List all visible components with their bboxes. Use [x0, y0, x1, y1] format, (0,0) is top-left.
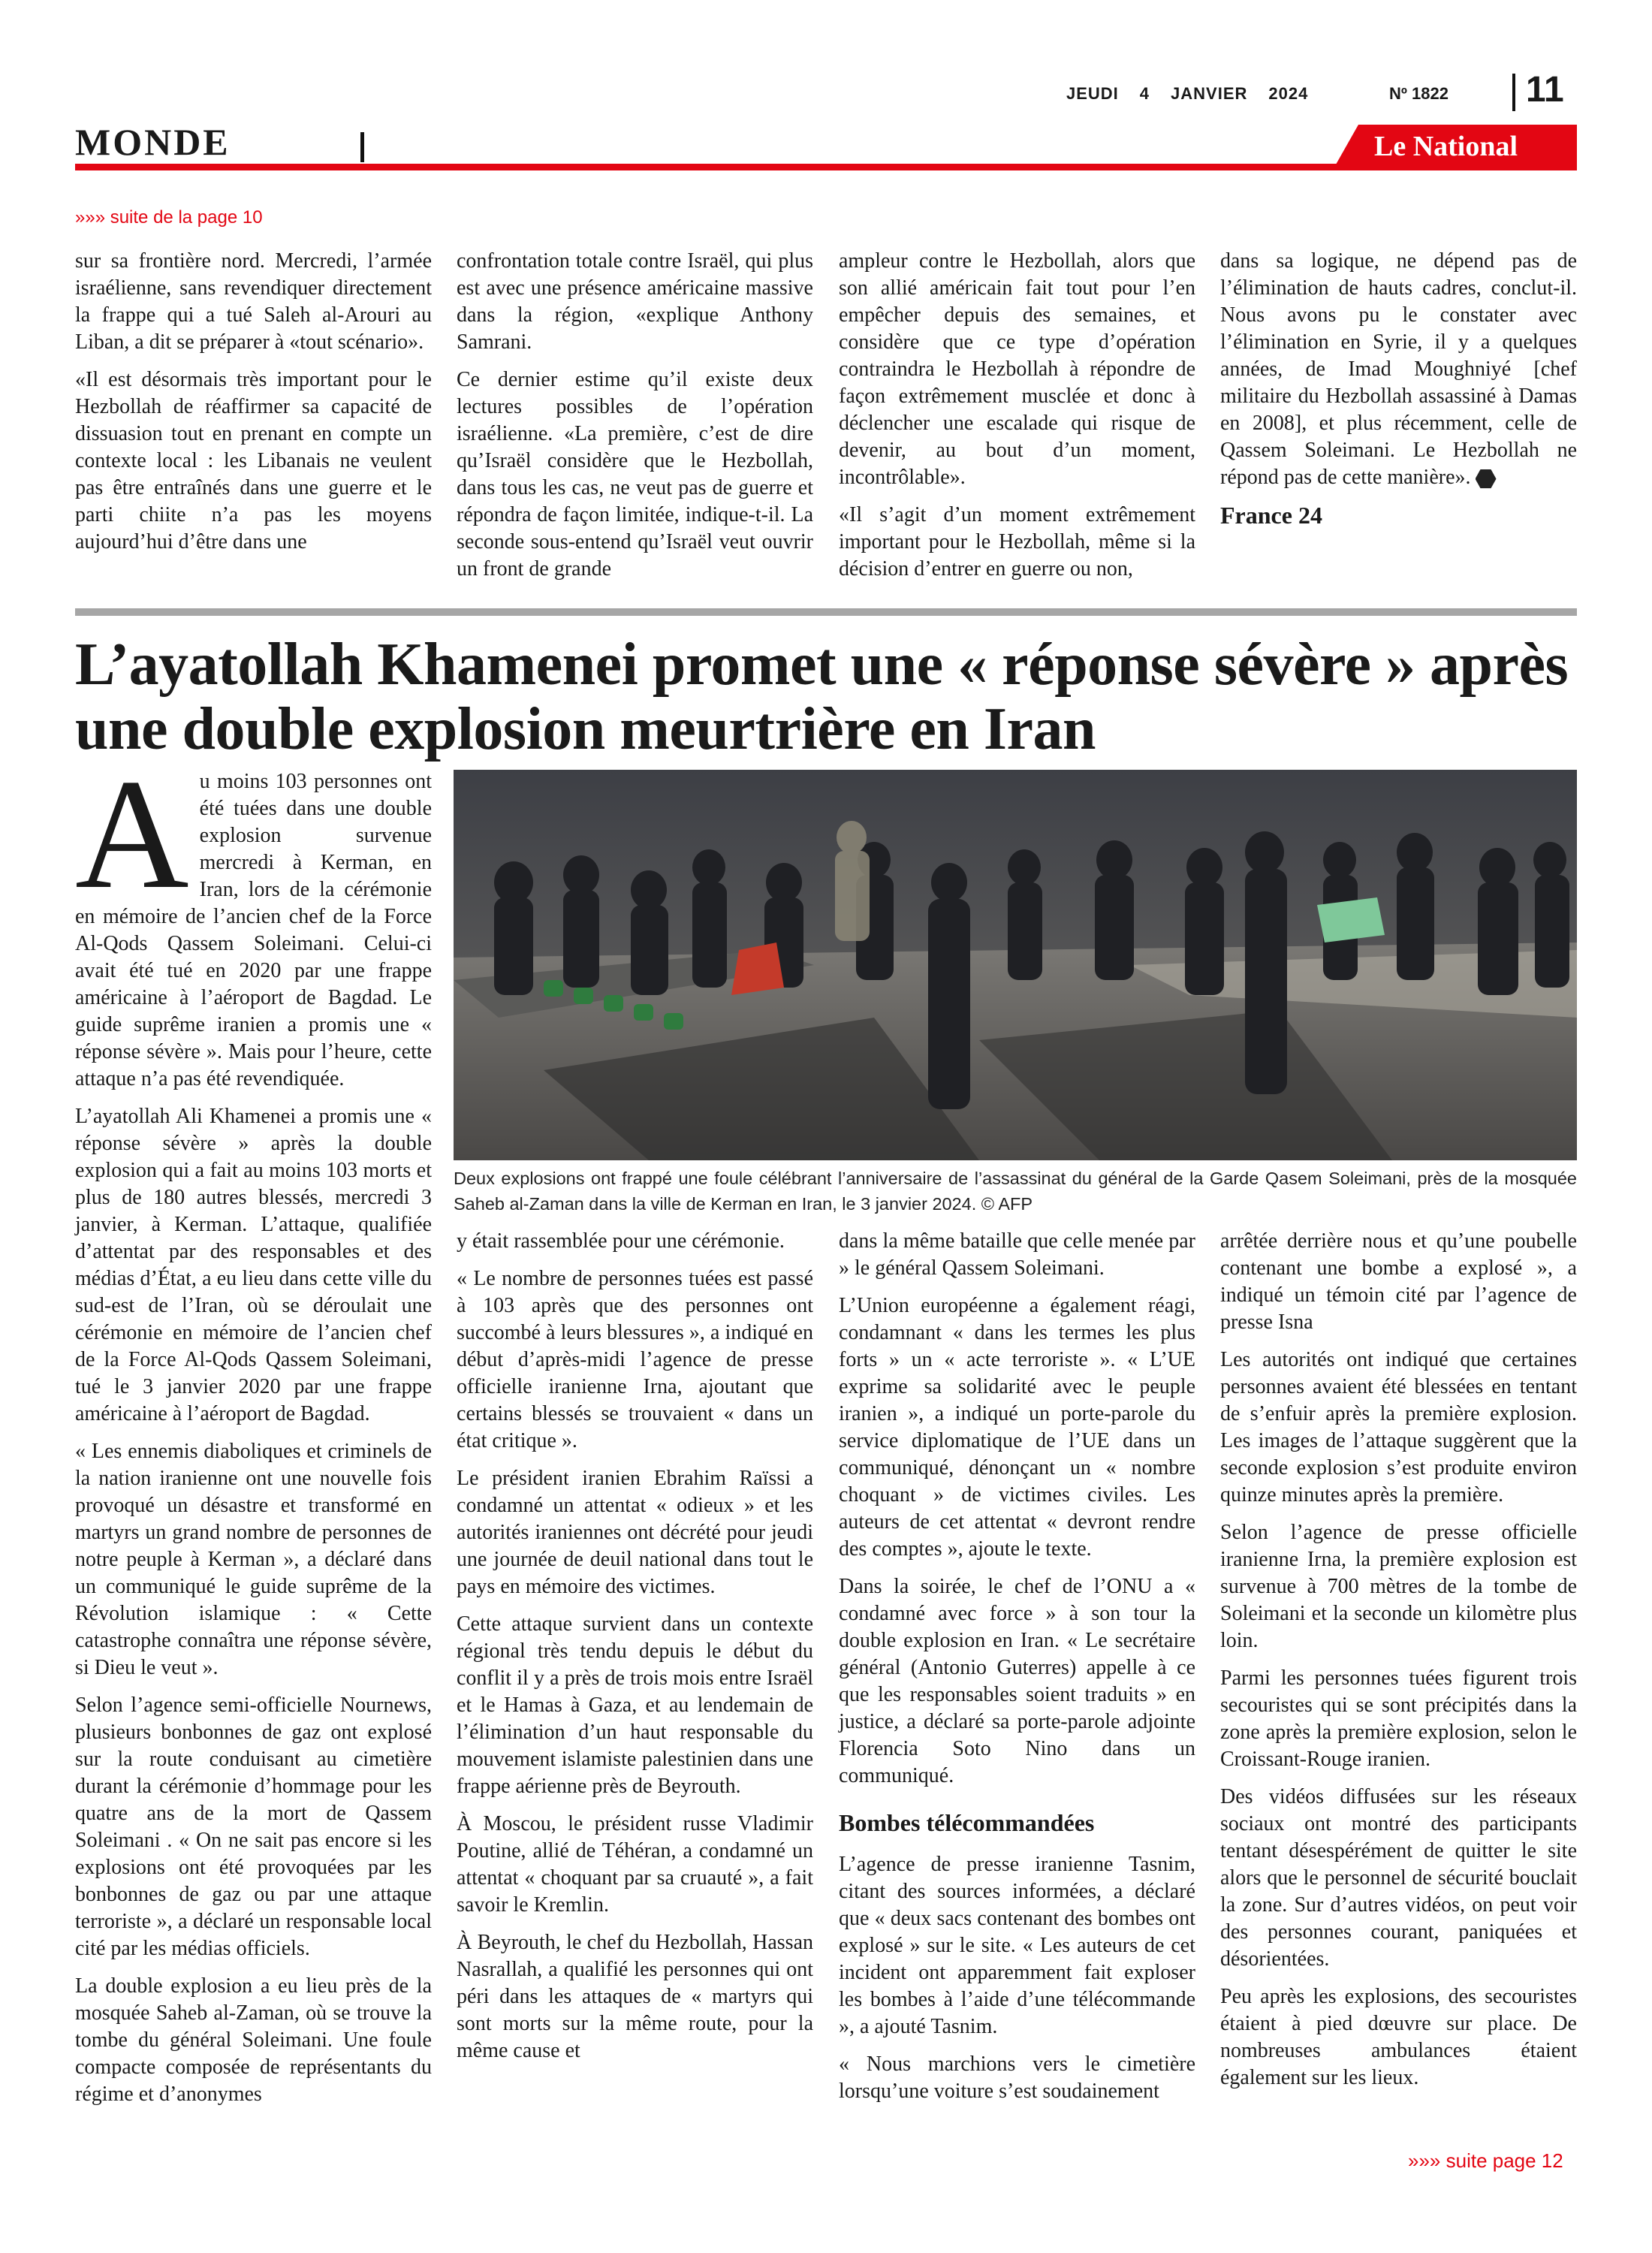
main-article-col4	[1220, 1228, 1577, 2092]
paragraph: Parmi les personnes tuées figurent trois secouristes qui se sont précipités dans la zone après la première explosion, selon le Croissant-Rouge iranien.	[1220, 1666, 1577, 1771]
paragraph: Dans la soirée, le chef de l’ONU a « condamné avec force » à son tour la double explosion en Iran. « Le secrétaire général (Antonio Guterres) appelle à ce que les responsables soient traduits » en justice, a déclaré sa porte-parole adjointe Florencia Soto Nino dans un communiqué.	[839, 1575, 1195, 1787]
main-headline: L’ayatollah Khamenei promet une « réponse sévère » après une double explosion meurtrière en Iran	[75, 632, 1569, 762]
section-divider	[360, 132, 364, 162]
top-article-col1	[75, 248, 432, 556]
issue-date	[1066, 84, 1329, 104]
paragraph: Cette attaque survient dans un contexte régional très tendu depuis le début du conflit il y a près de trois mois entre Israël et le Hamas à Gaza, et au lendemain de l’élimination d’un haut responsable du mouvement islamiste palestinien dans une frappe aérienne près de Beyrouth.	[457, 1612, 813, 1798]
paragraph-text: dans sa logique, ne dépend pas de l’élimination de hauts cadres, conclut-il. Nous avons pu le constater avec l’élimination en Syrie, il y a quelques années, de Imad Moughniyé [chef militaire du Hezbollah assassiné à Damas en 2008], et plus récemment, celle de Qassem Soleimani. Le Hezbollah ne répond pas de cette manière».	[1220, 249, 1577, 489]
page-number: 11	[1526, 70, 1564, 110]
date-number: 4	[1139, 84, 1150, 103]
paragraph: « Nous marchions vers le cimetière lorsqu’une voiture s’est soudainement	[839, 2052, 1195, 2103]
header-divider	[1512, 74, 1515, 111]
paragraph: L’agence de presse iranienne Tasnim, citant des sources informées, a déclaré que « deux sacs contenant des bombes ont explosé » sur le site. « Les auteurs de cet incident ont apparemment fait exploser les bombes à l’aide d’une télécommande », a ajouté Tasnim.	[839, 1853, 1195, 2038]
article-separator	[75, 608, 1577, 616]
top-article-col2	[457, 248, 813, 583]
paragraph: Les autorités ont indiqué que certaines personnes avaient été blessées en tentant de s’enfuir après la première explosion. Les images de l’attaque suggèrent que la seconde explosion s’est produite environ quinze minutes après la première.	[1220, 1348, 1577, 1507]
paragraph: Ce dernier estime qu’il existe deux lectures possibles de l’opération israélienne. «La première, c’est de dire qu’Israël considère que le Hezbollah, dans tous les cas, ne veut pas de guerre et répondra de façon limitée, indique-t-il. La seconde sous-entend qu’Israël veut ouvrir un front de grande	[457, 368, 813, 581]
paragraph	[75, 747, 432, 1093]
continued-on-link[interactable]: »»» suite page 12	[1408, 2149, 1563, 2172]
brand-logo: Le National	[1374, 131, 1518, 162]
paragraph: Selon l’agence semi-officielle Nournews, plusieurs bonbonnes de gaz ont explosé sur la route conduisant au cimetière durant la cérémonie d’hommage pour les quatre ans de la mort de Qassem Soleimani . « On ne sait pas encore si les explosions ont été provoquées par les bonbonnes de gaz ou par une attaque terroriste », a déclaré un responsable local cité par les médias officiels.	[75, 1694, 432, 1960]
paragraph: À Moscou, le président russe Vladimir Poutine, allié de Téhéran, a condamné un attentat « choquant par sa cruauté », a fait savoir le Kremlin.	[457, 1812, 813, 1917]
paragraph: « Le nombre de personnes tuées est passé à 103 après que des personnes ont succombé à leurs blessures », a indiqué en début d’après-midi l’agence de presse officielle iranienne Irna, ajoutant que certains blessés se trouvaient « dans un état critique ».	[457, 1267, 813, 1452]
paragraph: La double explosion a eu lieu près de la mosquée Saheb al-Zaman, où se trouve la tombe du général Soleimani. Une foule compacte composée de représentants du régime et d’anonymes	[75, 1974, 432, 2106]
paragraph	[1220, 248, 1577, 491]
paragraph-text: u moins 103 personnes ont été tuées dans une double explosion survenue mercredi à Kerman, en Iran, lors de la cérémonie en mémoire de l’ancien chef de la Force Al-Qods Qassem Soleimani. Celui-ci avait été tué en 2020 par une frappe américaine à l’aéroport de Bagdad. Le guide suprême iranien a promis une « réponse sévère ». Mais pour l’heure, cette attaque n’a pas été revendiquée.	[75, 770, 432, 1090]
paragraph: L’ayatollah Ali Khamenei a promis une « réponse sévère » après la double explosion qui a fait au moins 103 morts et plus de 180 autres blessés, mercredi 3 janvier, à Kerman. L’attaque, qualifiée d’attentat par des responsables et des médias d’État, a eu lieu dans cette ville du sud-est de l’Iran, où se déroulait une cérémonie en mémoire de l’ancien chef de la Force Al-Qods Qassem Soleimani, tué le 3 janvier 2020 par une frappe américaine à l’aéroport de Bagdad.	[75, 1105, 432, 1425]
paragraph: dans la même bataille que celle menée par » le général Qassem Soleimani.	[839, 1229, 1195, 1280]
paragraph: arrêtée derrière nous et qu’une poubelle contenant une bombe a explosé », a indiqué un témoin cité par l’agence de presse Isna	[1220, 1229, 1577, 1334]
paragraph: Des vidéos diffusées sur les réseaux sociaux ont montré des participants tentant désespérément de quitter le site alors que le personnel de sécurité bouclait la zone. Sur d’autres vidéos, on peut voir des personnes courant, paniquées et désorientées.	[1220, 1785, 1577, 1971]
paragraph: L’Union européenne a également réagi, condamnant « dans les termes les plus forts » un « acte terroriste ». « L’UE exprime sa solidarité avec le peuple iranien », a indiqué un porte-parole du service diplomatique de l’UE dans un communiqué, dénonçant un « nombre choquant » de victimes civiles. Les auteurs de cet attentat « devront rendre des comptes », ajoute le texte.	[839, 1294, 1195, 1561]
date-year: 2024	[1268, 84, 1309, 103]
paragraph: confrontation totale contre Israël, qui plus est avec une présence américaine massive dans la région, «explique Anthony Samrani.	[457, 249, 813, 354]
paragraph: «Il s’agit d’un moment extrêmement important pour le Hezbollah, même si la décision d’entrer en guerre ou non,	[839, 503, 1195, 581]
top-article-col4	[1220, 248, 1577, 529]
crowd-scene-image	[454, 770, 1577, 1160]
paragraph: ampleur contre le Hezbollah, alors que son allié américain fait tout pour l’en empêcher depuis des semaines, et considère que ce type d’opération contraindra le Hezbollah à répondre de façon extrêmement musclée et donc à déclencher une escalade qui risque de devenir, au bout d’un moment, incontrôlable».	[839, 249, 1195, 489]
main-article-col3	[839, 1228, 1195, 2105]
paragraph: y était rassemblée pour une cérémonie.	[457, 1229, 785, 1253]
section-title: MONDE	[75, 121, 231, 163]
paragraph: «Il est désormais très important pour le Hezbollah de réaffirmer sa capacité de dissuasion tout en prenant en compte un contexte local : les Libanais ne veulent pas être entraînés dans une guerre et le parti chiite n’a pas les moyens aujourd’hui d’être dans une	[75, 368, 432, 553]
main-article-col2	[457, 1228, 813, 2064]
date-day: JEUDI	[1066, 84, 1119, 103]
paragraph: sur sa frontière nord. Mercredi, l’armée israélienne, sans revendiquer directement la frappe qui a tué Saleh al-Arouri au Liban, a dit se préparer à «tout scénario».	[75, 249, 432, 354]
main-article-col1	[75, 747, 432, 2108]
photo-caption: Deux explosions ont frappé une foule célébrant l’anniversaire de l’assassinat du général de la Garde Qasem Soleimani, près de la mosquée Saheb al-Zaman dans la ville de Kerman en Iran, le 3 janvier 2024. © AFP	[454, 1169, 1577, 1214]
paragraph: Le président iranien Ebrahim Raïssi a condamné un attentat « odieux » et les autorités iraniennes ont décrété pour jeudi une journée de deuil national dans tout le pays en mémoire des victimes.	[457, 1467, 813, 1598]
end-of-article-icon	[1476, 469, 1497, 490]
paragraph: Selon l’agence de presse officielle iranienne Irna, la première explosion est survenue à 700 mètres de la tombe de Soleimani et la seconde un kilomètre plus loin.	[1220, 1521, 1577, 1652]
issue-number: Nº 1822	[1389, 84, 1449, 103]
paragraph: À Beyrouth, le chef du Hezbollah, Hassan Nasrallah, a qualifié les personnes qui ont péri dans les attaques de « martyrs qui sont morts sur la même route, pour la même cause et	[457, 1931, 813, 2062]
top-article-col3	[839, 248, 1195, 583]
drop-cap: A	[75, 747, 189, 921]
paragraph: Peu après les explosions, des secouristes étaient à pied dœuvre sur place. De nombreuses ambulances étaient également sur les lieux.	[1220, 1985, 1577, 2089]
continued-from-link[interactable]: »»» suite de la page 10	[75, 207, 263, 228]
subheading: Bombes télécommandées	[839, 1809, 1095, 1836]
article-signature: France 24	[1220, 502, 1322, 529]
date-month: JANVIER	[1171, 84, 1248, 103]
news-photo	[454, 770, 1577, 1160]
paragraph: « Les ennemis diaboliques et criminels de la nation iranienne ont une nouvelle fois provoqué un désastre et transformé en martyrs un grand nombre de personnes de notre peuple à Kerman », a déclaré dans un communiqué le guide suprême de la Révolution islamique : « Cette catastrophe connaîtra une réponse sévère, si Dieu le veut ».	[75, 1440, 432, 1679]
